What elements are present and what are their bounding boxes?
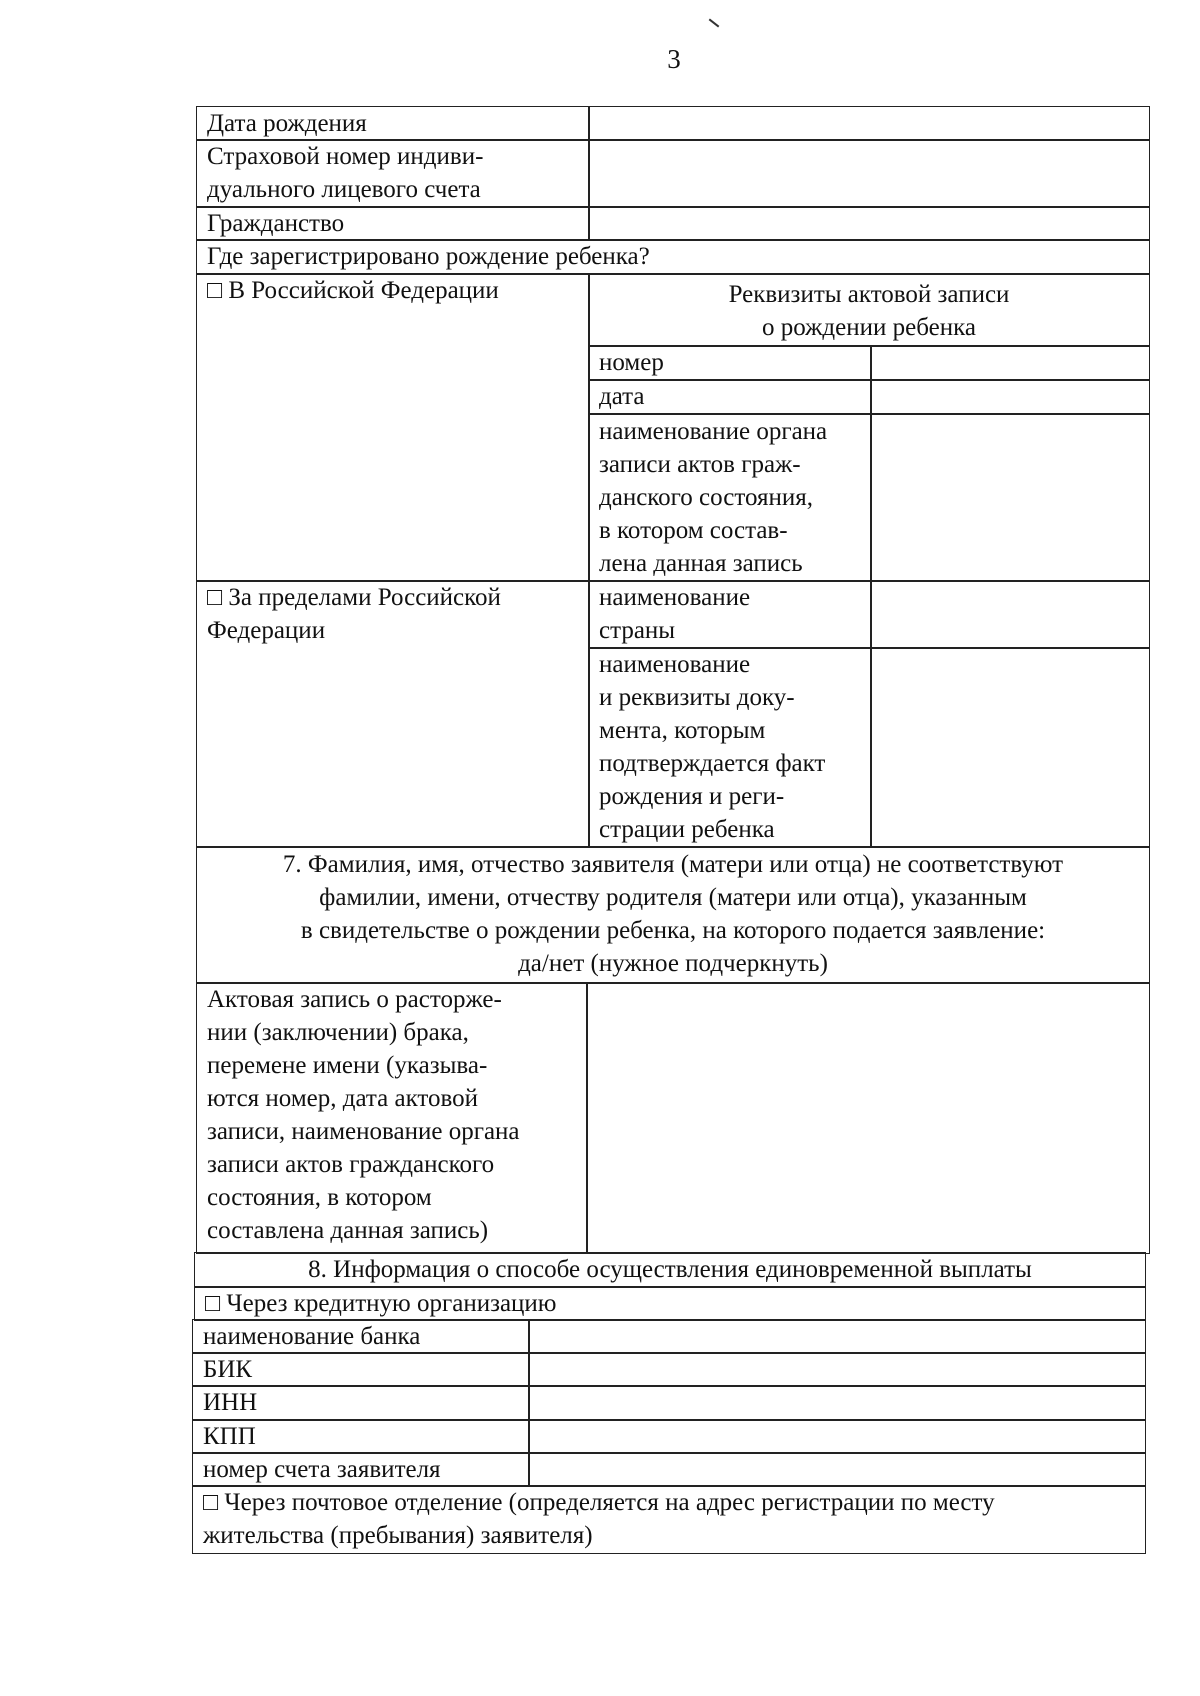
birth-document-field[interactable] bbox=[870, 647, 1150, 848]
record-number-label: номер bbox=[588, 345, 872, 381]
marriage-record-label: Актовая запись о расторже- нии (заключении) брака, перемене имени (указыва- ются номер, дата актовой записи, наименование органа записи актов гражданского состояния, в котором составлена данная запись) bbox=[196, 982, 588, 1254]
record-number-field[interactable] bbox=[870, 345, 1150, 381]
scan-mark bbox=[709, 19, 720, 28]
kpp-field[interactable] bbox=[528, 1419, 1146, 1454]
record-date-field[interactable] bbox=[870, 379, 1150, 415]
post-office-checkbox[interactable]: □ Через почтовое отделение (определяется на адрес регистрации по месту жительства (пребывания) заявителя) bbox=[192, 1485, 1146, 1554]
kpp-label: КПП bbox=[192, 1419, 530, 1454]
bank-name-field[interactable] bbox=[528, 1319, 1146, 1354]
birth-date-label: Дата рождения bbox=[196, 106, 590, 141]
inn-field[interactable] bbox=[528, 1385, 1146, 1421]
account-number-field[interactable] bbox=[528, 1452, 1146, 1487]
in-russia-checkbox[interactable]: □ В Российской Федерации bbox=[196, 273, 590, 582]
marriage-record-field[interactable] bbox=[586, 982, 1150, 1254]
account-number-label: номер счета заявителя bbox=[192, 1452, 530, 1487]
section-8-title: 8. Информация о способе осуществления единовременной выплаты bbox=[194, 1252, 1146, 1288]
registry-authority-label: наименование органа записи актов граж- данского состояния, в котором состав- лена данная запись bbox=[588, 413, 872, 582]
abroad-checkbox[interactable]: □ За пределами Российской Федерации bbox=[196, 580, 590, 848]
inn-label: ИНН bbox=[192, 1385, 530, 1421]
section-7-text: 7. Фамилия, имя, отчество заявителя (матери или отца) не соответствуют фамилии, имени, отчеству родителя (матери или отца), указанным в свидетельстве о рождении ребенка, на которого подается заявление: да/нет (нужное подчеркнуть) bbox=[196, 846, 1150, 984]
record-date-label: дата bbox=[588, 379, 872, 415]
registry-authority-field[interactable] bbox=[870, 413, 1150, 582]
page-number: 3 bbox=[667, 44, 681, 74]
country-name-label: наименование страны bbox=[588, 580, 872, 649]
credit-org-checkbox[interactable]: □ Через кредитную организацию bbox=[194, 1286, 1146, 1321]
bik-label: БИК bbox=[192, 1352, 530, 1387]
birth-date-field[interactable] bbox=[588, 106, 1150, 141]
snils-field[interactable] bbox=[588, 139, 1150, 208]
birth-registration-question: Где зарегистрировано рождение ребенка? bbox=[196, 239, 1150, 275]
country-name-field[interactable] bbox=[870, 580, 1150, 649]
citizenship-label: Гражданство bbox=[196, 206, 590, 241]
snils-label: Страховой номер индиви- дуального лицевого счета bbox=[196, 139, 590, 208]
citizenship-field[interactable] bbox=[588, 206, 1150, 241]
bik-field[interactable] bbox=[528, 1352, 1146, 1387]
bank-name-label: наименование банка bbox=[192, 1319, 530, 1354]
birth-document-label: наименование и реквизиты доку- мента, которым подтверждается факт рождения и реги- страции ребенка bbox=[588, 647, 872, 848]
birth-record-header: Реквизиты актовой записи о рождении ребенка bbox=[588, 273, 1150, 347]
